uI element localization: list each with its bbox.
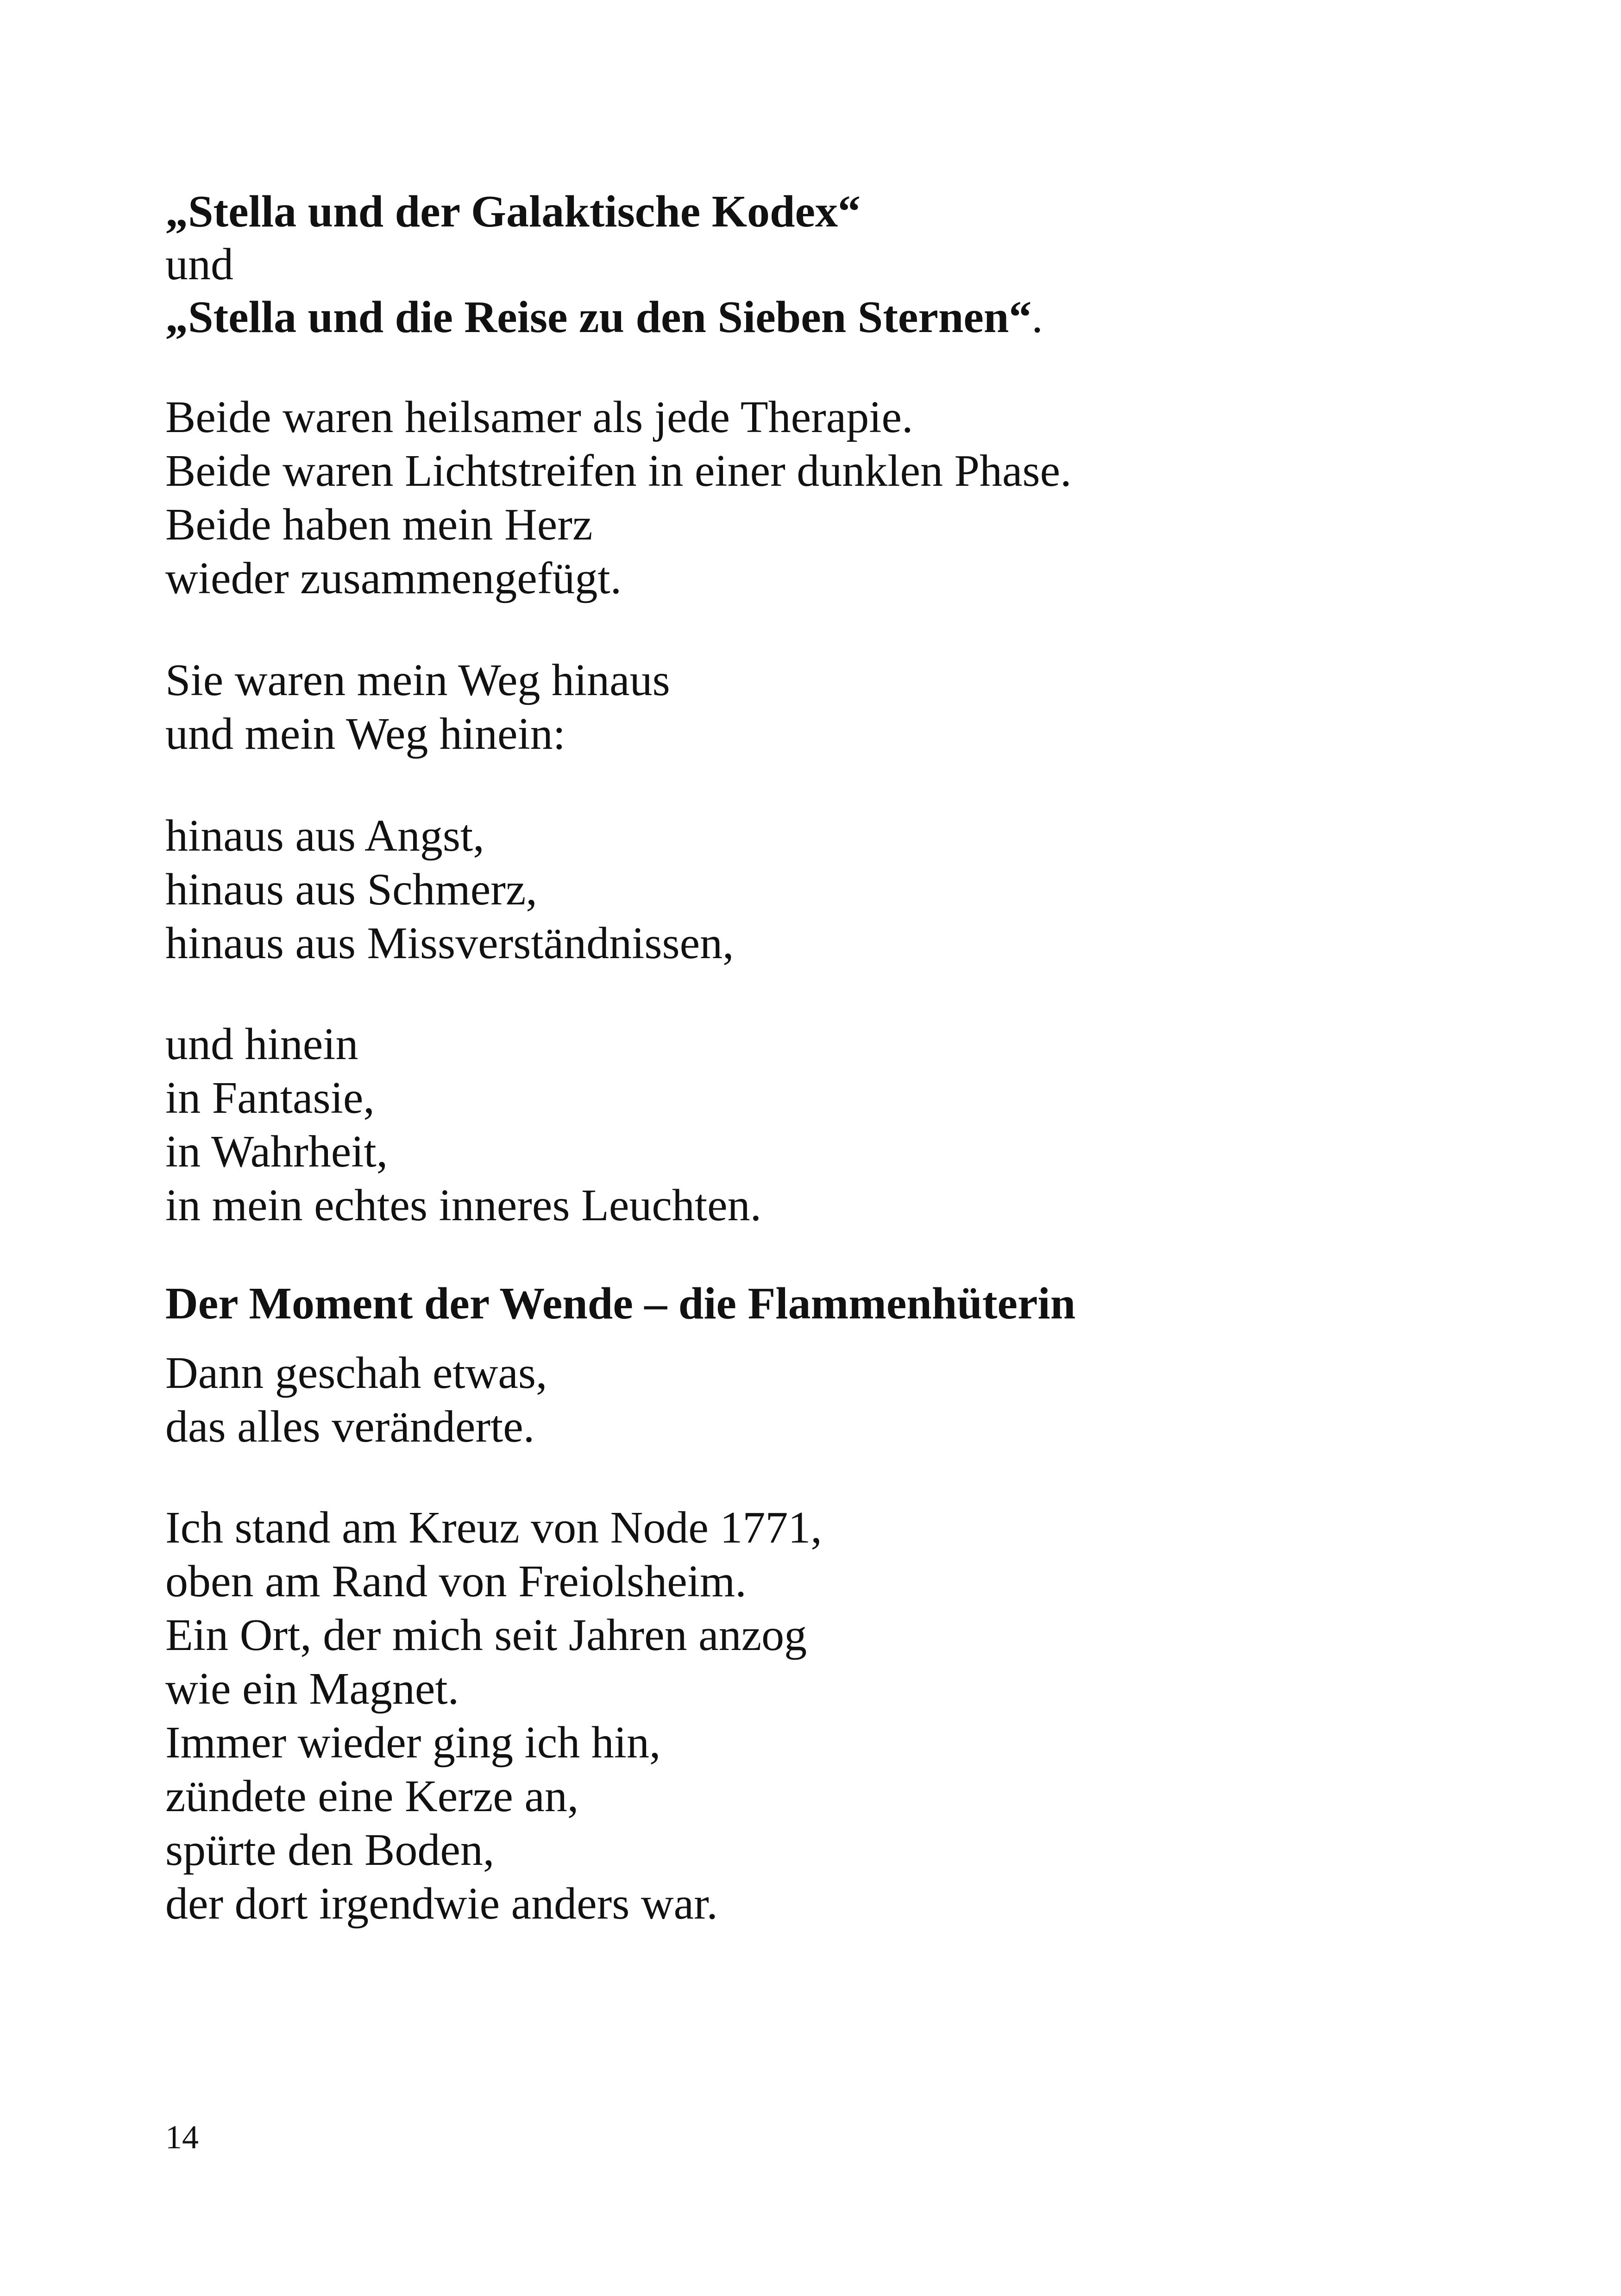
page-number: 14 <box>165 2119 199 2156</box>
book-title-1: „Stella und der Galaktische Kodex“ <box>165 187 861 237</box>
stanza-1-line-2: Beide waren Lichtstreifen in einer dunklen Phase. <box>165 446 1072 496</box>
stanza-3-line-1: hinaus aus Angst, <box>165 811 484 861</box>
section-para-2-line-7: spürte den Boden, <box>165 1825 495 1875</box>
book-title-2-period: . <box>1031 292 1043 342</box>
connector-text: und <box>165 239 233 289</box>
section-para-2-line-1: Ich stand am Kreuz von Node 1771, <box>165 1503 822 1553</box>
stanza-3-line-3: hinaus aus Missverständnissen, <box>165 918 734 968</box>
section-para-2-line-5: Immer wieder ging ich hin, <box>165 1718 661 1768</box>
section-para-2-line-2: oben am Rand von Freiolsheim. <box>165 1556 747 1606</box>
stanza-4-line-1: und hinein <box>165 1019 358 1069</box>
stanza-2-line-2: und mein Weg hinein: <box>165 709 566 759</box>
book-title-2: „Stella und die Reise zu den Sieben Sternen“ <box>165 292 1032 342</box>
stanza-3-line-2: hinaus aus Schmerz, <box>165 865 537 915</box>
stanza-4-line-2: in Fantasie, <box>165 1073 375 1123</box>
section-para-2-line-4: wie ein Magnet. <box>165 1664 459 1714</box>
section-para-1-line-2: das alles veränderte. <box>165 1402 535 1452</box>
book-title-2-line <box>165 290 1043 345</box>
stanza-1-line-1: Beide waren heilsamer als jede Therapie. <box>165 392 913 442</box>
section-para-2-line-8: der dort irgendwie anders war. <box>165 1879 718 1929</box>
section-para-2-line-6: zündete eine Kerze an, <box>165 1771 579 1821</box>
stanza-1-line-4: wieder zusammengefügt. <box>165 553 622 603</box>
section-para-2-line-3: Ein Ort, der mich seit Jahren anzog <box>165 1610 807 1660</box>
section-heading: Der Moment der Wende – die Flammenhüterin <box>165 1279 1076 1329</box>
section-para-1-line-1: Dann geschah etwas, <box>165 1348 547 1398</box>
stanza-1-line-3: Beide haben mein Herz <box>165 500 593 550</box>
stanza-4-line-4: in mein echtes inneres Leuchten. <box>165 1180 762 1230</box>
stanza-2-line-1: Sie waren mein Weg hinaus <box>165 655 670 705</box>
stanza-4-line-3: in Wahrheit, <box>165 1127 388 1177</box>
